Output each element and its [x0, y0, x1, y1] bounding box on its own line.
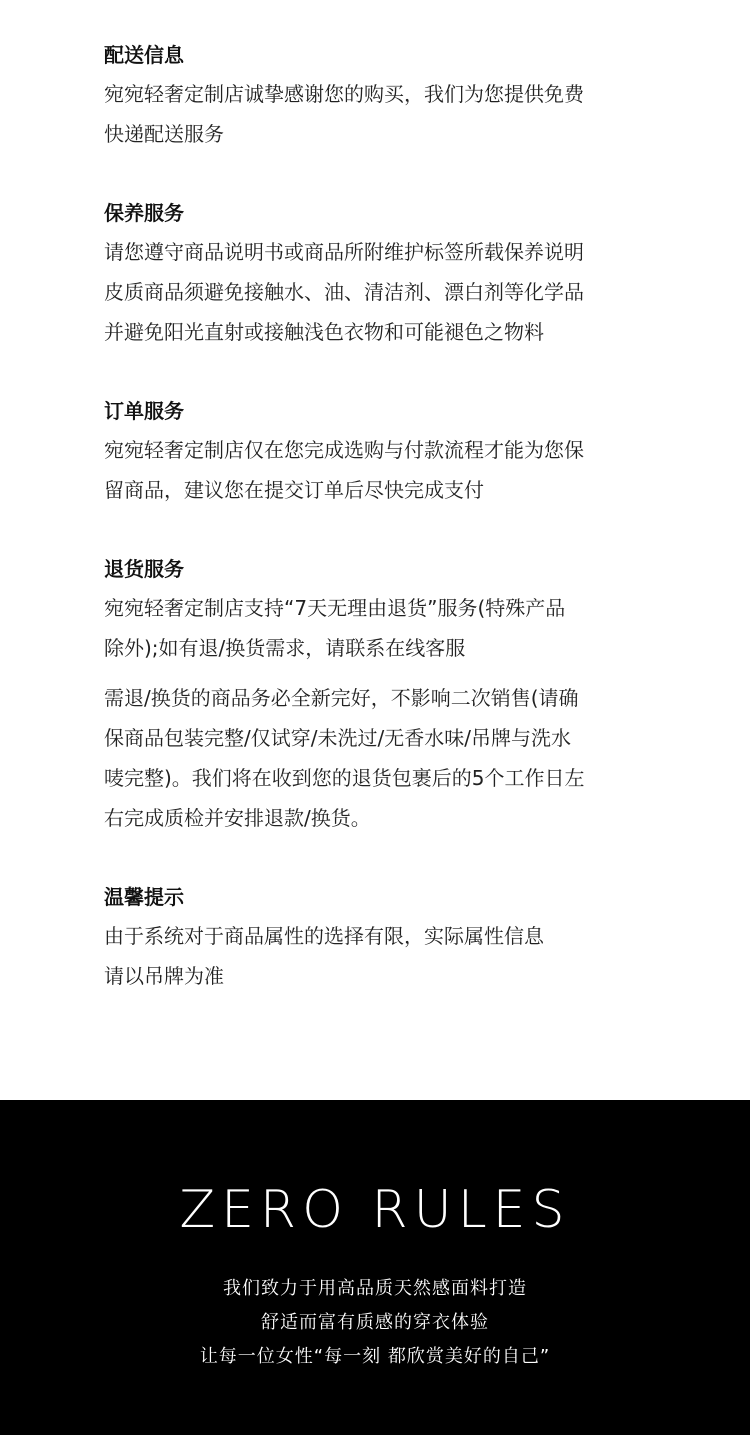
text-line: 除外);如有退/换货需求，请联系在线客服: [104, 636, 466, 660]
paragraph: [104, 916, 664, 996]
text-line: 保商品包装完整/仅试穿/未洗过/无香水味/吊牌与洗水: [104, 726, 571, 750]
section-title: 退货服务: [104, 557, 184, 581]
brand-footer: [0, 1100, 750, 1435]
tagline-line: 舒适而富有质感的穿衣体验: [261, 1312, 489, 1333]
paragraph: [104, 232, 664, 352]
section-order: [104, 396, 664, 510]
section-title: 订单服务: [104, 399, 184, 423]
text-line: 唛完整)。我们将在收到您的退货包裹后的5个工作日左: [104, 766, 585, 790]
section-care: [104, 198, 664, 352]
text-line: 右完成质检并安排退款/换货。: [104, 806, 371, 830]
section-tips: [104, 882, 664, 996]
paragraph: [104, 588, 664, 668]
text-line: 宛宛轻奢定制店支持“7天无理由退货”服务(特殊产品: [104, 596, 566, 620]
text-line: 需退/换货的商品务必全新完好，不影响二次销售(请确: [104, 686, 579, 710]
info-content: [104, 40, 664, 1040]
text-line: 请以吊牌为准: [104, 964, 224, 988]
tagline-line: 我们致力于用高品质天然感面料打造: [223, 1278, 527, 1299]
brand-tagline: [0, 1272, 750, 1374]
text-line: 快递配送服务: [104, 122, 224, 146]
paragraph: [104, 74, 664, 154]
paragraph: [104, 678, 664, 838]
section-title: 配送信息: [104, 43, 184, 67]
text-line: 请您遵守商品说明书或商品所附维护标签所载保养说明: [104, 240, 584, 264]
text-line: 并避免阳光直射或接触浅色衣物和可能褪色之物料: [104, 320, 544, 344]
section-returns: [104, 554, 664, 838]
section-title: 温馨提示: [104, 885, 184, 909]
text-line: 留商品，建议您在提交订单后尽快完成支付: [104, 478, 484, 502]
text-line: 宛宛轻奢定制店诚挚感谢您的购买，我们为您提供免费: [104, 82, 584, 106]
text-line: 宛宛轻奢定制店仅在您完成选购与付款流程才能为您保: [104, 438, 584, 462]
section-shipping: [104, 40, 664, 154]
tagline-line: 让每一位女性“每一刻 都欣赏美好的自己”: [199, 1346, 551, 1367]
text-line: 由于系统对于商品属性的选择有限，实际属性信息: [104, 924, 544, 948]
text-line: 皮质商品须避免接触水、油、清洁剂、漂白剂等化学品: [104, 280, 584, 304]
brand-logo-text: ZERO RULES: [179, 1180, 571, 1240]
paragraph: [104, 430, 664, 510]
section-title: 保养服务: [104, 201, 184, 225]
